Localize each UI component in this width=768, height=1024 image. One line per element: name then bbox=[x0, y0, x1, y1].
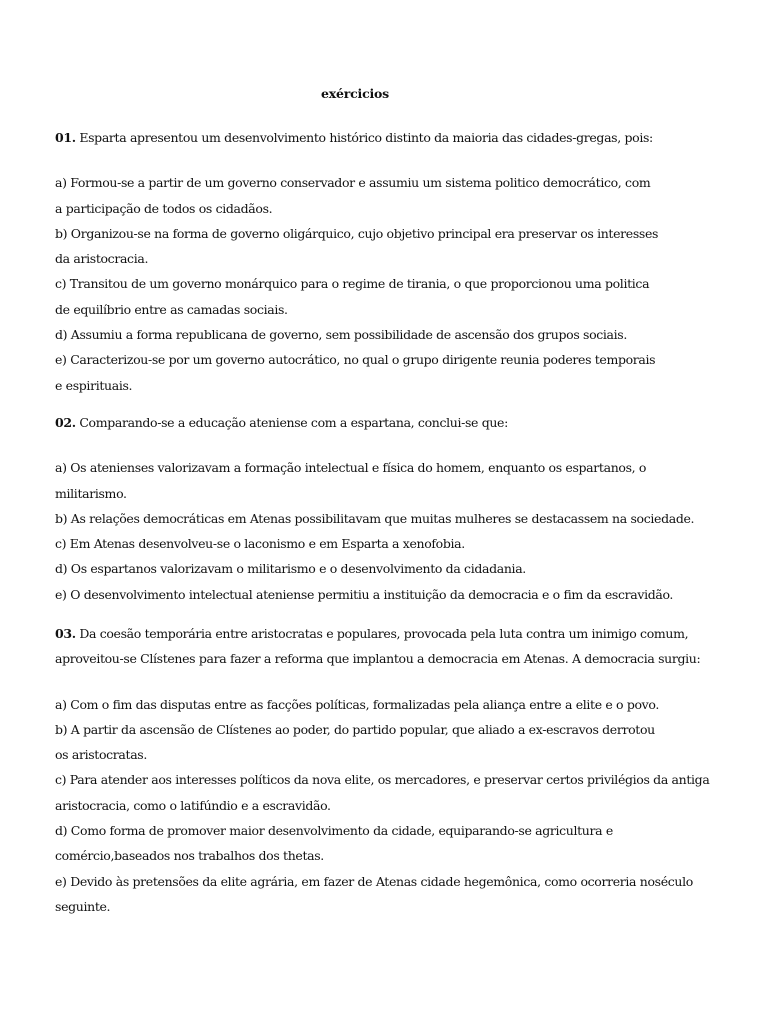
stem-line bbox=[55, 125, 735, 150]
question-stem bbox=[55, 125, 735, 150]
option-line: a) Com o fim das disputas entre as facções políticas, formalizadas pela aliança entre a elite e o povo. bbox=[55, 696, 659, 712]
option-line: b) As relações democráticas em Atenas possibilitavam que muitas mulheres se destacassem na sociedade. bbox=[55, 510, 695, 526]
question-number: 01. bbox=[55, 130, 76, 145]
stem-line: aproveitou-se Clístenes para fazer a reforma que implantou a democracia em Atenas. A democracia surgiu: bbox=[55, 651, 701, 667]
option-line: militarismo. bbox=[55, 485, 127, 501]
option-line: os aristocratas. bbox=[55, 747, 147, 763]
option-line: de equilíbrio entre as camadas sociais. bbox=[55, 301, 288, 317]
stem-text: Comparando-se a educação ateniense com a espartana, conclui-se que: bbox=[75, 415, 508, 430]
option-line: a) Formou-se a partir de um governo conservador e assumiu um sistema politico democrático, com bbox=[55, 175, 651, 191]
question-03 bbox=[55, 621, 735, 919]
question-number: 02. bbox=[55, 415, 76, 430]
option-line: d) Assumiu a forma republicana de governo, sem possibilidade de ascensão dos grupos sociais. bbox=[55, 327, 627, 343]
option-line: e) O desenvolvimento intelectual ateniense permitiu a instituição da democracia e o fim da escravidão. bbox=[55, 586, 674, 602]
option-line: seguinte. bbox=[55, 898, 111, 914]
option-line: comércio,baseados nos trabalhos dos thetas. bbox=[55, 848, 324, 864]
page-title: exércicios bbox=[320, 86, 390, 101]
option-line: e espirituais. bbox=[55, 377, 133, 393]
question-02 bbox=[55, 410, 735, 607]
option-line: a participação de todos os cidadãos. bbox=[55, 200, 273, 216]
answer-options bbox=[55, 692, 735, 920]
option-line: c) Em Atenas desenvolveu-se o laconismo e em Esparta a xenofobia. bbox=[55, 536, 465, 552]
option-line: c) Transitou de um governo monárquico para o regime de tirania, o que proporcionou uma politica bbox=[55, 276, 650, 292]
option-line: e) Devido às pretensões da elite agrária, em fazer de Atenas cidade hegemônica, como ocorreria noséculo bbox=[55, 873, 693, 889]
option-line: da aristocracia. bbox=[55, 251, 149, 267]
question-number: 03. bbox=[55, 626, 76, 641]
option-line: d) Os espartanos valorizavam o militarismo e o desenvolvimento da cidadania. bbox=[55, 561, 526, 577]
stem-text: Da coesão temporária entre aristocratas e populares, provocada pela luta contra um inimigo comum, bbox=[75, 626, 689, 641]
option-line: d) Como forma de promover maior desenvolvimento da cidade, equiparando-se agricultura e bbox=[55, 823, 613, 839]
option-line: b) Organizou-se na forma de governo oligárquico, cujo objetivo principal era preservar os interesses bbox=[55, 225, 659, 241]
stem-line bbox=[55, 410, 735, 435]
answer-options bbox=[55, 455, 735, 607]
question-01 bbox=[55, 125, 735, 398]
stem-line bbox=[55, 621, 735, 646]
option-line: c) Para atender aos interesses políticos da nova elite, os mercadores, e preservar certos privilégios da antiga bbox=[55, 772, 710, 788]
option-line: b) A partir da ascensão de Clístenes ao poder, do partido popular, que aliado a ex-escravos derrotou bbox=[55, 721, 655, 737]
option-line: e) Caracterizou-se por um governo autocrático, no qual o grupo dirigente reunia poderes temporais bbox=[55, 352, 656, 368]
answer-options bbox=[55, 170, 735, 398]
option-line: aristocracia, como o latifúndio e a escravidão. bbox=[55, 797, 331, 813]
option-line: a) Os atenienses valorizavam a formação intelectual e física do homem, enquanto os espartanos, o bbox=[55, 460, 647, 476]
stem-text: Esparta apresentou um desenvolvimento histórico distinto da maioria das cidades-gregas, pois: bbox=[75, 130, 653, 145]
question-stem bbox=[55, 621, 735, 672]
question-stem bbox=[55, 410, 735, 435]
